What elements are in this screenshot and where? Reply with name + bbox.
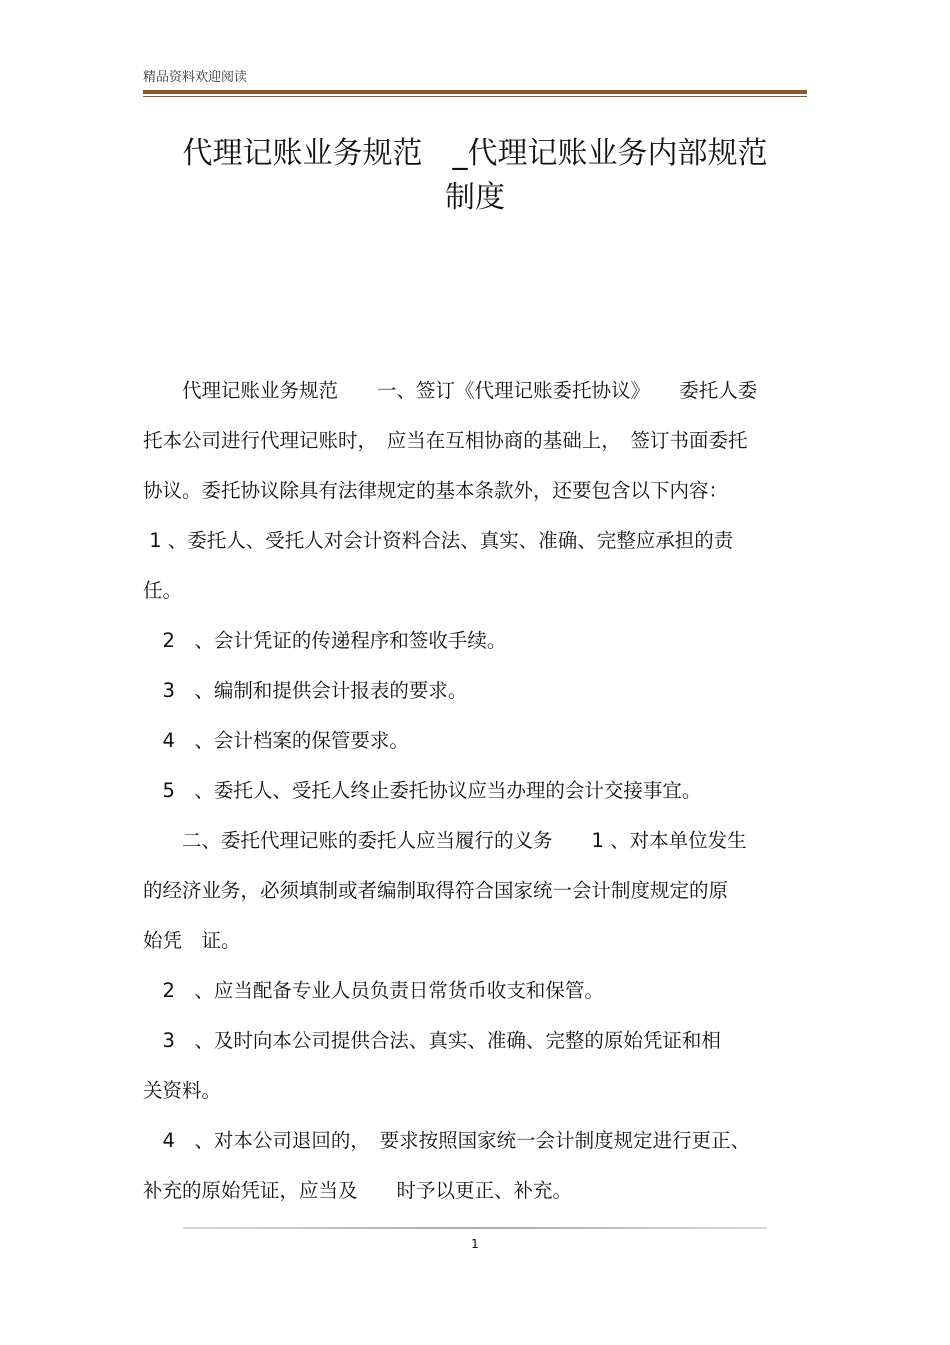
footer-rule	[183, 1227, 767, 1229]
body-line: 4 、对本公司退回的， 要求按照国家统一会计制度规定进行更正、	[143, 1129, 751, 1152]
document-title-line-1: 代理记账业务规范 _代理记账业务内部规范	[182, 136, 768, 171]
page-number: 1	[471, 1237, 479, 1251]
body-line: 任。	[143, 579, 183, 602]
body-line: 始凭 证。	[143, 929, 241, 952]
body-line: 2 、会计凭证的传递程序和签收手续。	[143, 629, 507, 652]
body-line: 的经济业务，必须填制或者编制取得符合国家统一会计制度规定的原	[143, 879, 729, 902]
body-line: 补充的原始凭证，应当及 时予以更正、补充。	[143, 1179, 573, 1202]
page-header-text: 精品资料欢迎阅读	[143, 70, 248, 85]
body-line: 5 、委托人、受托人终止委托协议应当办理的会计交接事宜。	[143, 779, 702, 802]
header-rule-thick	[143, 90, 807, 94]
body-line: 托本公司进行代理记账时， 应当在互相协商的基础上， 签订书面委托	[143, 429, 748, 452]
body-line: 1 、委托人、受托人对会计资料合法、真实、准确、完整应承担的责	[143, 529, 734, 552]
body-line: 关资料。	[143, 1079, 222, 1102]
body-line: 代理记账业务规范 一、签订《代理记账委托协议》 委托人委	[143, 379, 758, 402]
body-line: 协议。委托协议除具有法律规定的基本条款外，还要包含以下内容：	[143, 479, 729, 502]
body-line: 3 、及时向本公司提供合法、真实、准确、完整的原始凭证和相	[143, 1029, 721, 1052]
body-line: 二、委托代理记账的委托人应当履行的义务 1 、对本单位发生	[143, 829, 747, 852]
body-line: 2 、应当配备专业人员负责日常货币收支和保管。	[143, 979, 604, 1002]
body-line: 3 、编制和提供会计报表的要求。	[143, 679, 468, 702]
header-rule-thin	[143, 96, 807, 97]
body-line: 4 、会计档案的保管要求。	[143, 729, 409, 752]
document-title-line-2: 制度	[445, 180, 505, 215]
